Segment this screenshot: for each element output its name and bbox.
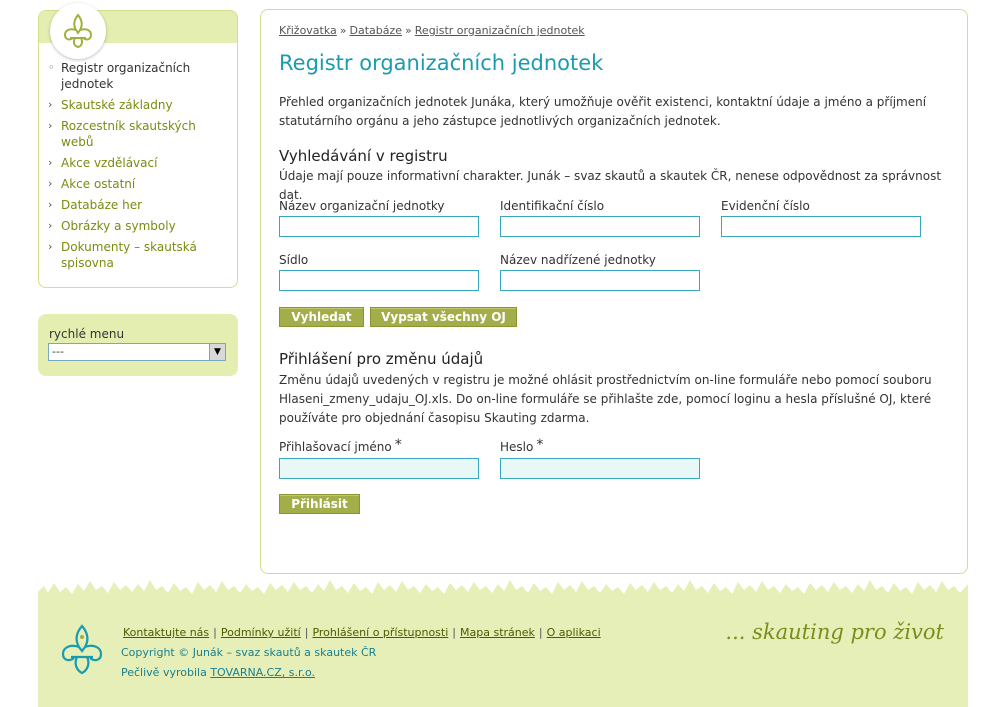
password-label-text: Heslo — [500, 440, 534, 454]
footer-link-about[interactable]: O aplikaci — [546, 626, 601, 639]
nav-item-label: Akce ostatní — [61, 177, 136, 191]
parent-unit-label: Název nadřízené jednotky — [500, 253, 656, 267]
nav-item-akce-ostatni[interactable] — [47, 176, 232, 192]
nav-item-label: Akce vzdělávací — [61, 156, 158, 170]
made-by — [121, 666, 315, 679]
junak-logo-icon — [58, 623, 106, 677]
footer — [38, 578, 968, 707]
footer-link-accessibility[interactable]: Prohlášení o přístupnosti — [312, 626, 449, 639]
chevron-right-icon: › — [48, 98, 53, 111]
breadcrumb-separator: » — [405, 24, 412, 37]
nav-item-label: Rozcestník skautských webů — [61, 119, 196, 149]
footer-link-terms[interactable]: Podmínky užití — [220, 626, 301, 639]
page-title: Registr organizačních jednotek — [279, 51, 604, 75]
chevron-right-icon: › — [48, 177, 53, 190]
parent-unit-input[interactable] — [500, 270, 700, 291]
sidebar-nav — [38, 10, 238, 288]
intro-text: Přehled organizačních jednotek Junáka, který umožňuje ověřit existenci, kontaktní údaje a jméno a příjmení statutárního orgánu a jeho zástupce jednotlivých organizačních jednotek. — [279, 95, 927, 128]
username-label — [279, 439, 402, 455]
quick-menu-selected: --- — [52, 345, 64, 358]
footer-link-sitemap[interactable]: Mapa stránek — [460, 626, 535, 639]
required-asterisk: * — [536, 437, 544, 453]
nav-item-akce-vzdelavaci[interactable] — [47, 155, 232, 171]
breadcrumb-link-databaze[interactable]: Databáze — [349, 24, 403, 37]
password-input[interactable] — [500, 458, 700, 479]
quick-menu-label: rychlé menu — [49, 327, 125, 341]
nav-item-dokumenty[interactable] — [47, 239, 232, 271]
chevron-right-icon: › — [48, 156, 53, 169]
nav-item-label: Databáze her — [61, 198, 143, 212]
password-label — [500, 439, 543, 455]
breadcrumb-link-krizovatka[interactable]: Křižovatka — [279, 24, 337, 37]
username-label-text: Přihlašovací jméno — [279, 440, 392, 454]
footer-links — [123, 626, 601, 639]
breadcrumb-link-registr[interactable]: Registr organizačních jednotek — [414, 24, 585, 37]
id-label: Identifikační číslo — [500, 199, 605, 213]
login-text: Změnu údajů uvedených v registru je možné ohlásit prostřednictvím on-line formuláře nebo pomocí souboru Hlaseni_zmeny_udaju_OJ.xls. Do on-line formuláře se přihlašte zde, pomocí loginu a hesla příslušné OJ, které používáte pro objednání časopisu Skauting zdarma. — [279, 373, 932, 425]
nav-item-label: Obrázky a symboly — [61, 219, 176, 233]
chevron-right-icon: › — [48, 198, 53, 211]
lily-icon — [58, 11, 98, 51]
evidence-input[interactable] — [721, 216, 921, 237]
footer-link-separator: | — [538, 626, 543, 639]
breadcrumb-separator: » — [339, 24, 347, 37]
name-input[interactable] — [279, 216, 479, 237]
login-heading: Přihlášení pro změnu údajů — [279, 350, 484, 368]
footer-link-separator: | — [452, 626, 457, 639]
search-heading: Vyhledávání v registru — [279, 147, 448, 165]
login-button[interactable]: Přihlásit — [279, 494, 360, 514]
seat-label: Sídlo — [279, 253, 309, 267]
nav-item-label: Dokumenty – skautská spisovna — [61, 240, 197, 270]
main-panel — [260, 9, 968, 574]
nav-item-label: Registr organizačních jednotek — [61, 61, 191, 91]
nav-item-label: Skautské základny — [61, 98, 173, 112]
chevron-right-icon: › — [48, 119, 53, 132]
quick-menu-select[interactable] — [48, 343, 226, 361]
grass-decoration — [38, 578, 968, 600]
seat-input[interactable] — [279, 270, 479, 291]
required-asterisk: * — [394, 437, 402, 453]
id-input[interactable] — [500, 216, 700, 237]
made-by-prefix: Pečlivě vyrobila — [121, 666, 211, 679]
copyright-text: Copyright © Junák – svaz skautů a skautek ČR — [121, 646, 377, 659]
footer-link-separator: | — [304, 626, 309, 639]
chevron-right-icon: › — [48, 240, 53, 253]
made-by-link[interactable]: TOVARNA.CZ, s.r.o. — [210, 666, 316, 679]
username-input[interactable] — [279, 458, 479, 479]
dropdown-arrow-icon[interactable]: ▼ — [209, 344, 225, 360]
quick-menu-box — [38, 314, 238, 376]
nav-list — [47, 60, 232, 276]
nav-item-registr[interactable] — [47, 60, 232, 92]
scout-logo[interactable] — [50, 3, 106, 59]
breadcrumb — [279, 24, 585, 37]
footer-link-separator: | — [213, 626, 217, 639]
search-button[interactable]: Vyhledat — [279, 307, 364, 327]
slogan: ... skauting pro život — [725, 620, 944, 644]
list-all-button[interactable]: Vypsat všechny OJ — [370, 307, 517, 327]
nav-item-zakladny[interactable] — [47, 97, 232, 113]
name-label: Název organizační jednotky — [279, 199, 445, 213]
circle-bullet-icon: ◦ — [48, 61, 55, 74]
search-disclaimer: Údaje mají pouze informativní charakter. Junák – svaz skautů a skautek ČR, nenese odpovědnost za správnost dat. — [279, 169, 942, 202]
nav-item-rozcestnik[interactable] — [47, 118, 232, 150]
footer-link-contact[interactable]: Kontaktujte nás — [123, 626, 210, 639]
evidence-label: Evidenční číslo — [721, 199, 810, 213]
chevron-right-icon: › — [48, 219, 53, 232]
nav-item-databaze-her[interactable] — [47, 197, 232, 213]
nav-item-obrazky[interactable] — [47, 218, 232, 234]
